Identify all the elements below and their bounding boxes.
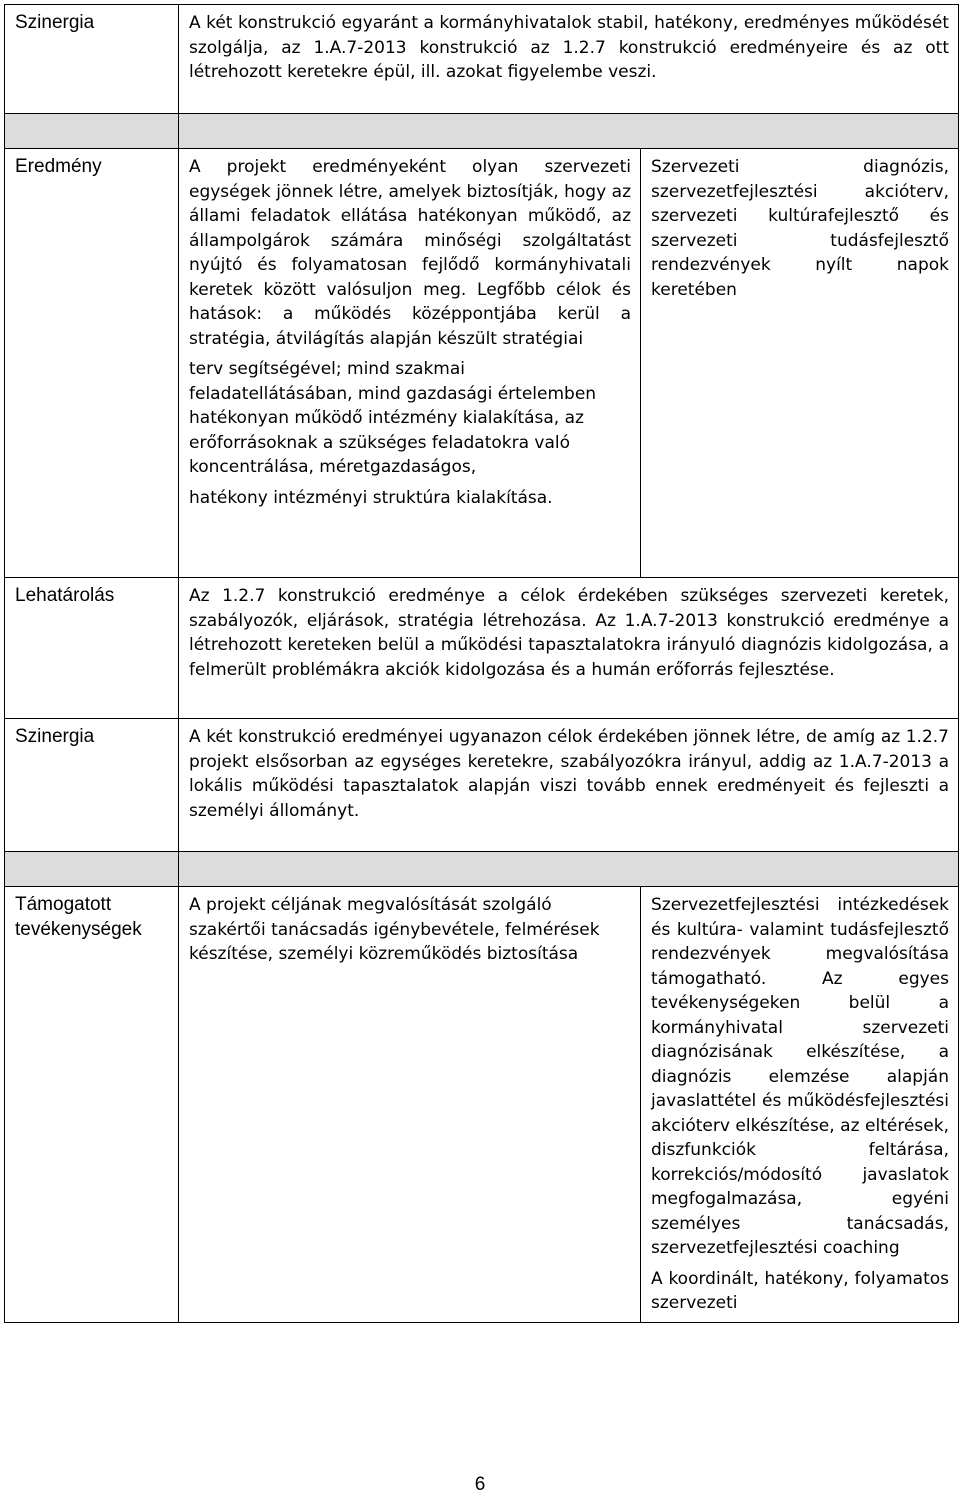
separator-cell <box>179 852 959 887</box>
eredmeny-col3-text: Szervezeti diagnózis, szervezetfejlesztési akcióterv, szervezeti kultúrafejlesztő és szervezeti tudásfejlesztő rendezvények nyílt napok keretében <box>641 149 959 578</box>
tamogatott-col3-paragraph-2: A koordinált, hatékony, folyamatos szervezeti <box>651 1268 949 1313</box>
row-label: Támogatott tevékenységek <box>5 887 179 1323</box>
row-label: Eredmény <box>5 149 179 578</box>
row-tamogatott <box>5 887 959 1323</box>
separator-cell <box>5 852 179 887</box>
separator-cell <box>5 114 179 149</box>
section-separator <box>5 852 959 887</box>
page-number: 6 <box>474 1474 486 1495</box>
eredmeny-paragraph-2: terv segítségével; mind szakmai feladatellátásában, mind gazdasági értelemben hatékonyan működő intézmény kialakítása, az erőforrásoknak a szükséges feladatokra való koncentrálása, méretgazdaságos, <box>189 359 597 477</box>
eredmeny-paragraph-3: hatékony intézményi struktúra kialakítása. <box>189 487 553 508</box>
row-eredmeny <box>5 149 959 578</box>
tamogatott-col3-paragraph-1: Szervezetfejlesztési intézkedések és kultúra- valamint tudásfejlesztő rendezvények megvalósítása támogatható. Az egyes tevékenységeken belül a kormányhivatal szervezeti diagnózisának elkészítése, a diagnózis elemzése alapján javaslattétel és működésfejlesztési akcióterv elkészítése, az eltérések, diszfunkciók feltárása, korrekciós/módosító javaslatok megfogalmazása, egyéni személyes tanácsadás, szervezetfejlesztési coaching <box>651 895 949 1258</box>
row-szinergia-2 <box>5 719 959 852</box>
content-table <box>4 4 959 1323</box>
row-label: Lehatárolás <box>5 578 179 719</box>
row-label: Szinergia <box>5 5 179 114</box>
row-text: Az 1.2.7 konstrukció eredménye a célok érdekében szükséges szervezeti keretek, szabályozók, eljárások, stratégia létrehozása. Az 1.A.7-2013 konstrukció eredménye a létrehozott kereteken belül a működési tapasztalatokra irányuló diagnózis kidolgozása, a felmerült problémákra akciók kidolgozása és a humán erőforrás fejlesztése. <box>179 578 959 719</box>
eredmeny-paragraph-1: A projekt eredményeként olyan szervezeti egységek jönnek létre, amelyek biztosítják, hogy az állami feladatok ellátása hatékonyan működő, az állampolgárok számára minőségi szolgáltatást nyújtó és folyamatosan fejlődő kormányhivatali keretek között valósuljon meg. Legfőbb célok és hatások: a működés középpontjába kerül a stratégia, átvilágítás alapján készült stratégiai <box>189 157 631 349</box>
section-separator <box>5 114 959 149</box>
separator-cell <box>179 114 959 149</box>
row-text: A két konstrukció eredményei ugyanazon célok érdekében jönnek létre, de amíg az 1.2.7 projekt elsősorban az egységes keretekre, szabályozókra irányul, addig az 1.A.7-2013 a lokális működési tapasztalatok alapján viszi tovább ennek eredményeit és fejleszti a személyi állományt. <box>179 719 959 852</box>
row-label: Szinergia <box>5 719 179 852</box>
row-szinergia-1 <box>5 5 959 114</box>
row-text: A két konstrukció egyaránt a kormányhivatalok stabil, hatékony, eredményes működését szolgálja, az 1.A.7-2013 konstrukció az 1.2.7 konstrukció eredményeire és az ott létrehozott keretekre épül, ill. azokat figyelembe veszi. <box>179 5 959 114</box>
row-lehatarolas <box>5 578 959 719</box>
tamogatott-col2-text: A projekt céljának megvalósítását szolgáló szakértői tanácsadás igénybevétele, felmérések készítése, személyi közreműködés biztosítása <box>179 887 641 1323</box>
